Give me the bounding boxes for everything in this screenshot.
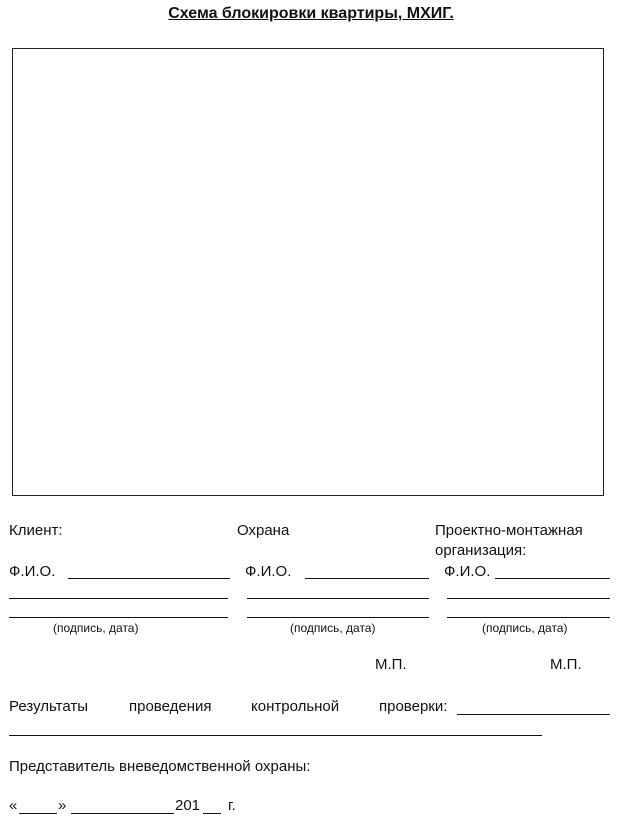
date-month-line [71,813,174,814]
scheme-drawing-area [12,48,604,496]
check-word-4: проверки: [379,698,448,715]
client-line-3 [9,617,228,618]
org-line-2 [447,598,610,599]
date-year-line [203,813,221,814]
guard-stamp-label: М.П. [375,656,407,673]
date-close-quote: » [58,797,67,814]
org-signature-note: (подпись, дата) [482,621,568,635]
client-fio-line [68,578,230,579]
client-fio-label: Ф.И.О. [9,563,56,580]
date-open-quote: « [9,797,18,814]
check-word-2: проведения [129,698,212,715]
date-year-prefix: 201 [175,797,201,814]
guard-line-2 [247,598,429,599]
guard-heading: Охрана [237,522,290,539]
check-results-line-2 [9,735,542,736]
guard-line-3 [247,617,429,618]
org-stamp-label: М.П. [550,656,582,673]
org-line-3 [447,617,610,618]
date-year-suffix: г. [228,797,236,814]
client-heading: Клиент: [9,522,63,539]
check-word-1: Результаты [9,698,88,715]
guard-fio-line [305,578,429,579]
org-fio-line [495,578,610,579]
guard-signature-note: (подпись, дата) [290,621,376,635]
org-heading-line1: Проектно-монтажная [435,522,583,539]
org-fio-label: Ф.И.О. [444,563,491,580]
org-heading-line2: организация: [435,542,527,559]
page-title: Схема блокировки квартиры, МХИГ. [168,5,454,22]
check-results-line-1 [457,714,610,715]
date-day-line [19,813,57,814]
check-word-3: контрольной [251,698,340,715]
client-line-2 [9,598,228,599]
representative-label: Представитель вневедомственной охраны: [9,758,311,775]
client-signature-note: (подпись, дата) [53,621,139,635]
guard-fio-label: Ф.И.О. [245,563,292,580]
